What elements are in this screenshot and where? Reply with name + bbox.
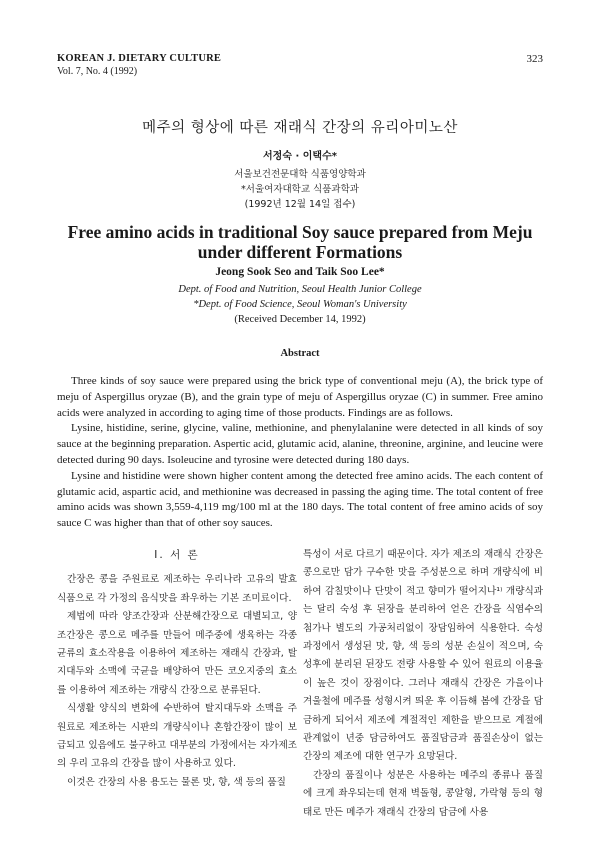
body-paragraph: 제법에 따라 양조간장과 산분해간장으로 대별되고, 양조간장은 콩으로 메주를 만들어 메주중에 생육하는 각종 균류의 효소작용을 이용하여 제조하는 재래식 간장과, 탈지대두와 소맥에 국균을 배양하여 만든 코오지중의 효소를 이용하여 제조하는 개량식 간장으로 분류된다. [57,611,297,696]
abstract-paragraph: Lysine, histidine, serine, glycine, valine, methionine, and phenylalanine were detected in all kinds of soy sauce at the beginning preparation. Aspertic acid, glutamic acid, alanine, threonine, arginine, and leucine were detected during 90 days. Isoleucine and tyrosine were detected during 180 days. [57,422,543,466]
body-column-right [303,546,543,822]
korean-authors: 서정숙 · 이택수* [263,151,337,162]
english-affiliation-2: *Dept. of Food Science, Seoul Woman's University [193,299,407,310]
journal-name: KOREAN J. DIETARY CULTURE [57,53,222,64]
english-affiliation-1: Dept. of Food and Nutrition, Seoul Health Junior College [178,284,422,295]
abstract-paragraph: Lysine and histidine were shown higher content among the detected free amino acids. The each content of glutamic acid, aspartic acid, and methionine was decreased in passing the aging time. The total content of free amino acids was shown 3,559-4,119 mg/100 ml at the 180 days. The total content of free amino acids of soy sauce C was higher than that of other soy sauces. [57,469,543,530]
english-title-line-1: Free amino acids in traditional Soy sauce prepared from Meju [67,222,533,242]
page-number: 323 [526,53,543,65]
body-paragraph: 이것은 간장의 사용 용도는 물론 맛, 향, 색 등의 품질 [67,776,286,788]
korean-affiliation-2: *서울여자대학교 식품과학과 [241,184,359,195]
english-title-line-2: under different Formations [197,242,403,262]
body-column-left [57,546,297,792]
body-paragraph: 간장은 콩을 주원료로 제조하는 우리나라 고유의 발효식품으로 각 가정의 음식맛을 좌우하는 기본 조미료이다. [57,574,297,604]
korean-affiliation-1: 서울보건전문대학 식품영양학과 [234,169,366,180]
english-title [0,222,600,262]
english-authors: Jeong Sook Seo and Taik Soo Lee* [215,266,385,278]
body-paragraph: 간장의 품질이나 성분은 사용하는 메주의 종류나 품질에 크게 좌우되는데 현재 벽돌형, 콩알형, 가락형 등의 형태로 만든 메주가 재래식 간장의 담금에 사용 [303,769,543,818]
journal-volume: Vol. 7, No. 4 (1992) [57,66,138,77]
korean-received-date: (1992년 12월 14일 접수) [244,199,356,210]
abstract-paragraph: Three kinds of soy sauce were prepared using the brick type of conventional meju (A), the brick type of meju of Aspergillus oryzae (B), and the grain type of meju of Aspergillus oryzae (C) in summer. Free amino acids were analyzed in according to aging time of those products. Findings are as follows. [57,375,543,419]
abstract-heading: Abstract [280,348,320,359]
abstract-body [57,374,543,532]
section-heading: I. 서 론 [154,549,200,561]
korean-title: 메주의 형상에 따른 재래식 간장의 유리아미노산 [142,120,458,136]
english-received-date: (Received December 14, 1992) [234,314,366,325]
body-paragraph: 특성이 서로 다르기 때문이다. 자가 제조의 재래식 간장은 콩으로만 담가 구수한 맛을 주성분으로 하며 개량식에 비하여 감칠맛이나 단맛이 적고 향미가 떨어지나¹⁾ 개량식과는 달리 숙성 후 된장을 분리하여 얻은 간장을 식염수의 첨가나 별도의 가공처리없이 장담임하여 식용한다. 숙성과정에서 생성된 맛, 향, 색 등의 성분 손실이 적으며, 숙성후에 분리된 된장도 전량 사용할 수 있어 원료의 이용율이 높은 것이 장점이다. 그러나 재래식 간장은 가을이나 겨울철에 메주를 성형시켜 띄운 후 이듬해 봄에 간장을 담금하게 되어서 제조에 계절적인 제한을 받으므로 계절에 관계없이 년중 담금하여도 품질담금과 품질손상이 없는 간장의 제조에 대한 연구가 요망된다. [303,549,543,763]
body-paragraph: 식생활 양식의 변화에 수반하여 탈지대두와 소맥을 주원료로 제조하는 시판의 개량식이나 혼합간장이 많이 보급되고 있음에도 불구하고 대부분의 가정에서는 자가제조의 우리 고유의 간장을 많이 사용하고 있다. [57,703,297,770]
